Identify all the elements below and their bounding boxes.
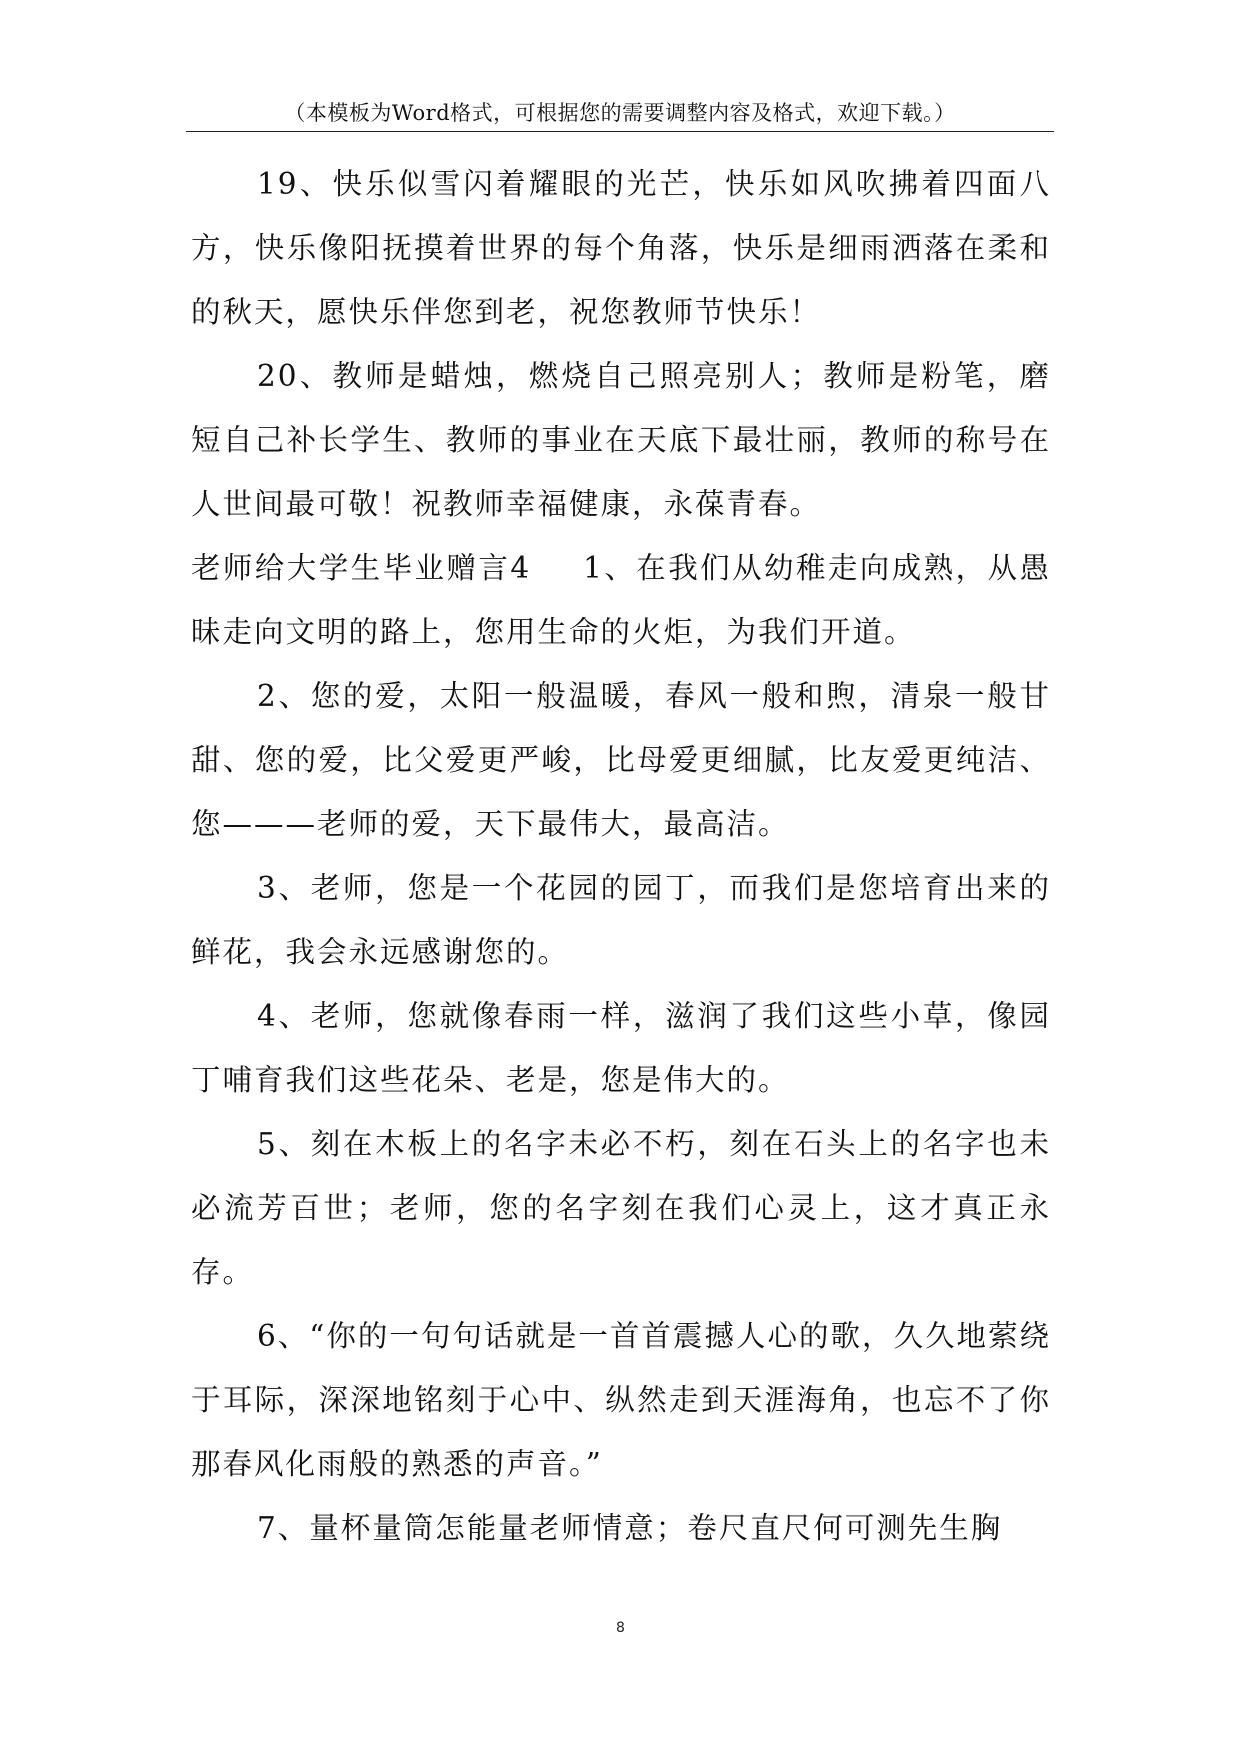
item-5: 5、刻在木板上的名字未必不朽，刻在石头上的名字也未必流芳百世；老师，您的名字刻在我们心灵上，这才真正永存。 xyxy=(191,1127,1051,1289)
item-3: 3、老师，您是一个花园的园丁，而我们是您培育出来的鲜花，我会永远感谢您的。 xyxy=(191,871,1051,969)
section-title: 老师给大学生毕业赠言4 xyxy=(191,551,532,585)
item-4: 4、老师，您就像春雨一样，滋润了我们这些小草，像园丁哺育我们这些花朵、老是，您是伟大的。 xyxy=(191,999,1051,1097)
paragraph-20: 20、教师是蜡烛，燃烧自己照亮别人；教师是粉笔，磨短自己补长学生、教师的事业在天底下最壮丽，教师的称号在人世间最可敬！祝教师幸福健康，永葆青春。 xyxy=(191,359,1051,521)
header-note: （本模板为Word格式，可根据您的需要调整内容及格式，欢迎下载。） xyxy=(284,101,956,125)
item-2: 2、您的爱，太阳一般温暖，春风一般和煦，清泉一般甘甜、您的爱，比父爱更严峻，比母爱更细腻，比友爱更纯洁、您———老师的爱，天下最伟大，最高洁。 xyxy=(191,679,1051,841)
item-1: 1、在我们从幼稚走向成熟，从愚昧走向文明的路上，您用生命的火炬，为我们开道。 xyxy=(191,551,1051,649)
paragraph-19: 19、快乐似雪闪着耀眼的光芒，快乐如风吹拂着四面八方，快乐像阳抚摸着世界的每个角落，快乐是细雨洒落在柔和的秋天，愿快乐伴您到老，祝您教师节快乐！ xyxy=(191,167,1051,329)
item-7: 7、量杯量筒怎能量老师情意；卷尺直尺何可测先生胸 xyxy=(257,1511,1003,1545)
page-number: 8 xyxy=(616,1620,625,1636)
header-divider xyxy=(186,131,1054,132)
document-body xyxy=(191,152,1051,1560)
item-6: 6、“你的一句句话就是一首首震撼人心的歌，久久地萦绕于耳际，深深地铭刻于心中、纵然走到天涯海角，也忘不了你那春风化雨般的熟悉的声音。” xyxy=(191,1319,1051,1481)
section-heading-paragraph xyxy=(191,536,1051,664)
